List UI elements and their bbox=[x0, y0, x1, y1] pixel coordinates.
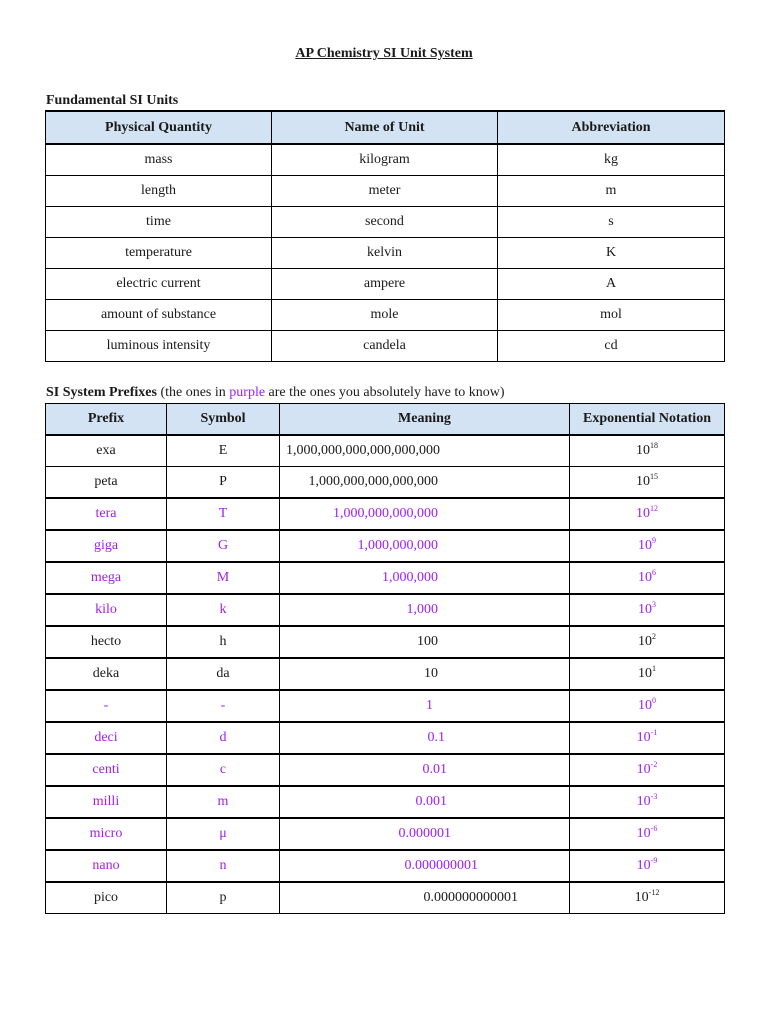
meaning-value: 1,000,000,000,000,000 bbox=[308, 474, 438, 489]
table-row bbox=[46, 786, 725, 818]
exponent-base: 10 bbox=[638, 602, 652, 617]
symbol-cell: E bbox=[167, 435, 280, 467]
table-header-row bbox=[46, 111, 725, 144]
unit-name-cell: kilogram bbox=[272, 144, 498, 176]
meaning-cell bbox=[280, 850, 570, 882]
table-row bbox=[46, 562, 725, 594]
unit-name-cell: second bbox=[272, 207, 498, 238]
meaning-cell bbox=[280, 690, 570, 722]
abbreviation-cell: kg bbox=[498, 144, 725, 176]
table-row bbox=[46, 238, 725, 269]
table-row bbox=[46, 269, 725, 300]
exponent-power: 9 bbox=[652, 536, 656, 545]
column-header: Name of Unit bbox=[272, 111, 498, 144]
table-row bbox=[46, 594, 725, 626]
exponential-cell bbox=[570, 467, 725, 499]
prefix-cell: - bbox=[46, 690, 167, 722]
exponent-base: 10 bbox=[636, 730, 651, 745]
exponential-cell bbox=[570, 562, 725, 594]
quantity-cell: temperature bbox=[46, 238, 272, 269]
meaning-value: 0.001 bbox=[415, 794, 447, 809]
meaning-value: 1,000 bbox=[406, 602, 438, 617]
exponent-base: 10 bbox=[638, 698, 652, 713]
prefix-cell: nano bbox=[46, 850, 167, 882]
fundamental-units-table bbox=[45, 110, 725, 362]
exponent-base: 10 bbox=[638, 666, 652, 681]
exponential-cell bbox=[570, 594, 725, 626]
symbol-cell: p bbox=[167, 882, 280, 914]
exponent-power: 0 bbox=[652, 696, 656, 705]
meaning-cell bbox=[280, 467, 570, 499]
table-row bbox=[46, 467, 725, 499]
prefix-cell: hecto bbox=[46, 626, 167, 658]
page-title: AP Chemistry SI Unit System bbox=[295, 46, 473, 61]
quantity-cell: amount of substance bbox=[46, 300, 272, 331]
meaning-value: 1,000,000,000 bbox=[357, 538, 438, 553]
exponent-base: 10 bbox=[636, 762, 651, 777]
symbol-cell: k bbox=[167, 594, 280, 626]
column-header: Prefix bbox=[46, 404, 167, 436]
unit-name-cell: kelvin bbox=[272, 238, 498, 269]
exponent-base: 10 bbox=[636, 826, 651, 841]
symbol-cell: da bbox=[167, 658, 280, 690]
exponent-base: 10 bbox=[636, 506, 650, 521]
unit-name-cell: meter bbox=[272, 176, 498, 207]
column-header: Abbreviation bbox=[498, 111, 725, 144]
prefix-cell: tera bbox=[46, 498, 167, 530]
table-row bbox=[46, 658, 725, 690]
prefixes-heading-purple-word: purple bbox=[229, 385, 266, 400]
table-row bbox=[46, 300, 725, 331]
exponent-power: -9 bbox=[650, 856, 658, 865]
fundamental-units-heading bbox=[46, 93, 178, 109]
meaning-value: 10 bbox=[424, 666, 438, 681]
exponent-power: 1 bbox=[652, 664, 656, 673]
meaning-cell bbox=[280, 754, 570, 786]
exponential-cell bbox=[570, 530, 725, 562]
meaning-value: 100 bbox=[417, 634, 438, 649]
meaning-cell bbox=[280, 530, 570, 562]
quantity-cell: mass bbox=[46, 144, 272, 176]
column-header: Symbol bbox=[167, 404, 280, 436]
meaning-value: 0.1 bbox=[427, 730, 445, 745]
table-row bbox=[46, 818, 725, 850]
meaning-cell bbox=[280, 435, 570, 467]
exponential-cell bbox=[570, 658, 725, 690]
meaning-value: 1,000,000 bbox=[382, 570, 438, 585]
quantity-cell: electric current bbox=[46, 269, 272, 300]
abbreviation-cell: m bbox=[498, 176, 725, 207]
exponent-power: 6 bbox=[652, 568, 656, 577]
symbol-cell: m bbox=[167, 786, 280, 818]
quantity-cell: length bbox=[46, 176, 272, 207]
table-row bbox=[46, 176, 725, 207]
prefixes-heading-bold: SI System Prefixes bbox=[46, 385, 157, 400]
meaning-value: 0.01 bbox=[422, 762, 447, 777]
prefix-cell: deka bbox=[46, 658, 167, 690]
exponent-power: -3 bbox=[650, 792, 658, 801]
exponent-power: -12 bbox=[648, 888, 660, 897]
exponent-power: -2 bbox=[650, 760, 658, 769]
meaning-value: 0.000001 bbox=[398, 826, 451, 841]
prefix-cell: micro bbox=[46, 818, 167, 850]
prefix-cell: exa bbox=[46, 435, 167, 467]
meaning-value: 1,000,000,000,000,000,000 bbox=[286, 443, 440, 458]
prefixes-heading bbox=[46, 385, 505, 401]
exponent-power: 3 bbox=[652, 600, 656, 609]
meaning-cell bbox=[280, 562, 570, 594]
exponent-base: 10 bbox=[638, 634, 652, 649]
exponential-cell bbox=[570, 626, 725, 658]
meaning-cell bbox=[280, 498, 570, 530]
column-header: Physical Quantity bbox=[46, 111, 272, 144]
symbol-cell: n bbox=[167, 850, 280, 882]
exponential-cell bbox=[570, 435, 725, 467]
fundamental-units-heading-text: Fundamental SI Units bbox=[46, 93, 179, 108]
symbol-cell: d bbox=[167, 722, 280, 754]
si-prefixes-table bbox=[45, 403, 725, 914]
prefix-cell: centi bbox=[46, 754, 167, 786]
symbol-cell: - bbox=[167, 690, 280, 722]
quantity-cell: time bbox=[46, 207, 272, 238]
prefix-cell: kilo bbox=[46, 594, 167, 626]
symbol-cell: h bbox=[167, 626, 280, 658]
exponent-base: 10 bbox=[636, 858, 651, 873]
table-row bbox=[46, 850, 725, 882]
meaning-value: 1,000,000,000,000 bbox=[333, 506, 438, 521]
column-header: Exponential Notation bbox=[570, 404, 725, 436]
exponential-cell bbox=[570, 850, 725, 882]
prefix-cell: peta bbox=[46, 467, 167, 499]
meaning-cell bbox=[280, 786, 570, 818]
prefix-cell: milli bbox=[46, 786, 167, 818]
exponent-base: 10 bbox=[636, 794, 651, 809]
exponent-base: 10 bbox=[638, 538, 652, 553]
exponential-cell bbox=[570, 818, 725, 850]
meaning-value: 0.000000000001 bbox=[423, 890, 518, 905]
table-row bbox=[46, 207, 725, 238]
abbreviation-cell: s bbox=[498, 207, 725, 238]
exponential-cell bbox=[570, 722, 725, 754]
prefix-cell: pico bbox=[46, 882, 167, 914]
symbol-cell: G bbox=[167, 530, 280, 562]
column-header: Meaning bbox=[280, 404, 570, 436]
meaning-value: 1 bbox=[426, 698, 433, 713]
unit-name-cell: candela bbox=[272, 331, 498, 362]
exponent-power: 18 bbox=[650, 441, 658, 450]
meaning-cell bbox=[280, 818, 570, 850]
exponent-base: 10 bbox=[634, 890, 649, 905]
table-row bbox=[46, 331, 725, 362]
meaning-cell bbox=[280, 658, 570, 690]
exponent-base: 10 bbox=[638, 570, 652, 585]
table-row bbox=[46, 882, 725, 914]
meaning-cell bbox=[280, 626, 570, 658]
table-row bbox=[46, 498, 725, 530]
symbol-cell: P bbox=[167, 467, 280, 499]
exponent-base: 10 bbox=[636, 474, 650, 489]
exponent-power: 2 bbox=[652, 632, 656, 641]
meaning-cell bbox=[280, 882, 570, 914]
prefixes-heading-note-post: are the ones you absolutely have to know) bbox=[265, 385, 505, 400]
table-row bbox=[46, 722, 725, 754]
abbreviation-cell: A bbox=[498, 269, 725, 300]
quantity-cell: luminous intensity bbox=[46, 331, 272, 362]
meaning-cell bbox=[280, 722, 570, 754]
meaning-value: 0.000000001 bbox=[404, 858, 478, 873]
prefix-cell: mega bbox=[46, 562, 167, 594]
abbreviation-cell: K bbox=[498, 238, 725, 269]
table-header-row bbox=[46, 404, 725, 436]
exponent-power: -6 bbox=[650, 824, 658, 833]
prefix-cell: deci bbox=[46, 722, 167, 754]
symbol-cell: T bbox=[167, 498, 280, 530]
abbreviation-cell: cd bbox=[498, 331, 725, 362]
exponential-cell bbox=[570, 690, 725, 722]
exponent-base: 10 bbox=[636, 443, 650, 458]
abbreviation-cell: mol bbox=[498, 300, 725, 331]
exponent-power: -1 bbox=[650, 728, 658, 737]
unit-name-cell: mole bbox=[272, 300, 498, 331]
exponent-power: 15 bbox=[650, 472, 658, 481]
table-row bbox=[46, 690, 725, 722]
table-row bbox=[46, 435, 725, 467]
table-row bbox=[46, 626, 725, 658]
exponential-cell bbox=[570, 754, 725, 786]
unit-name-cell: ampere bbox=[272, 269, 498, 300]
prefixes-heading-note-pre: (the ones in bbox=[156, 385, 230, 400]
meaning-cell bbox=[280, 594, 570, 626]
table-row bbox=[46, 754, 725, 786]
exponential-cell bbox=[570, 882, 725, 914]
prefix-cell: giga bbox=[46, 530, 167, 562]
exponential-cell bbox=[570, 786, 725, 818]
table-row bbox=[46, 144, 725, 176]
symbol-cell: M bbox=[167, 562, 280, 594]
symbol-cell: c bbox=[167, 754, 280, 786]
symbol-cell: μ bbox=[167, 818, 280, 850]
table-row bbox=[46, 530, 725, 562]
exponent-power: 12 bbox=[650, 504, 658, 513]
exponential-cell bbox=[570, 498, 725, 530]
